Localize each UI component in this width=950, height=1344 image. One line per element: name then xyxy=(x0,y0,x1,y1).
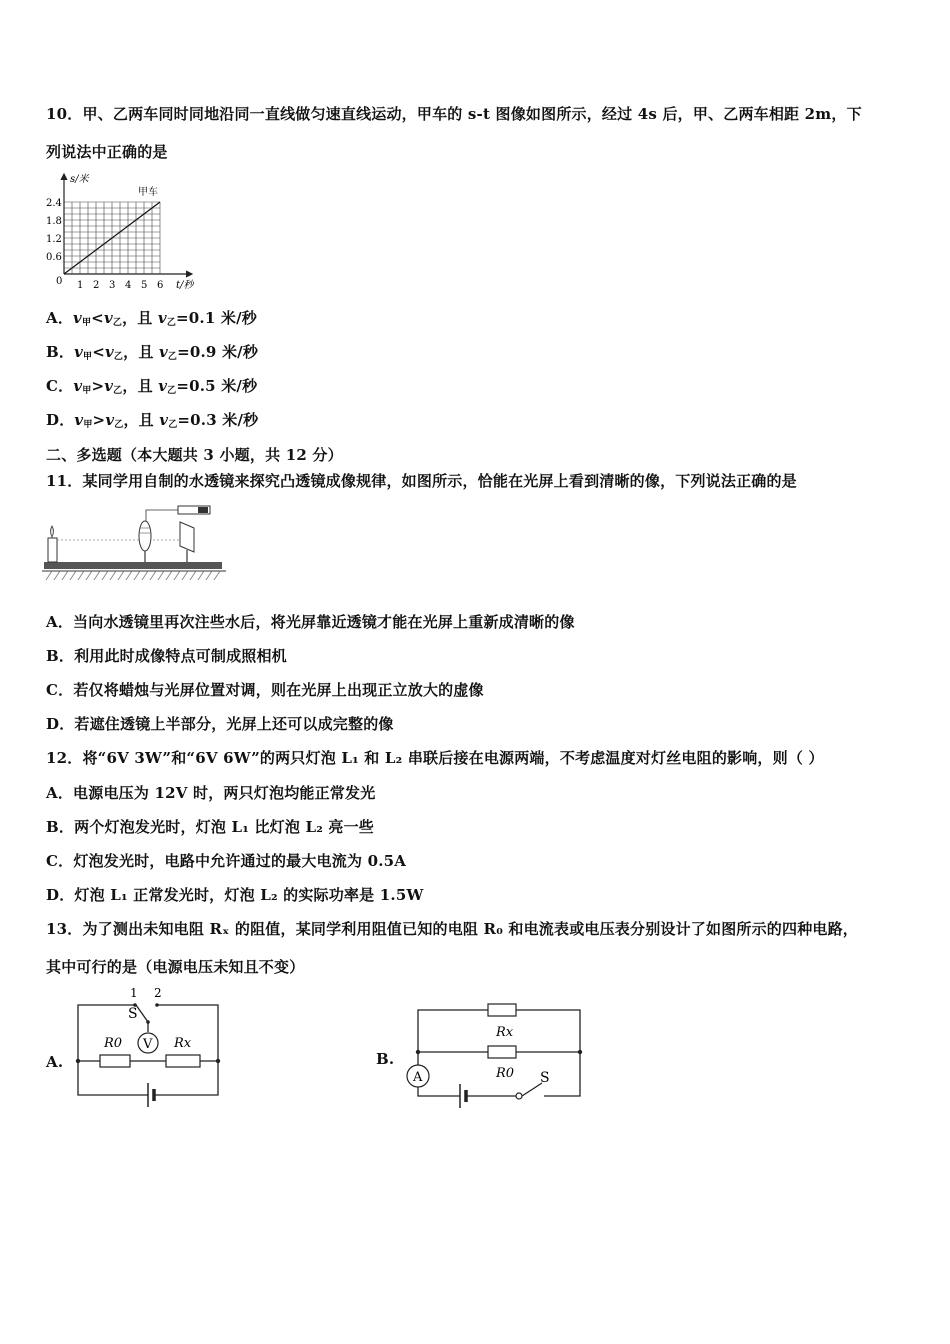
q10-option-a: A．$v_甲<v_乙$，且 $v_乙=0.1$ 米/秒 xyxy=(46,309,257,328)
y-axis-label: s/米 xyxy=(70,174,89,185)
q12-option-c: C．灯泡发光时，电路中允许通过的最大电流为 0.5A xyxy=(46,852,407,870)
q10-stem-line2: 列说法中正确的是 xyxy=(46,143,168,161)
series-label: 甲车 xyxy=(138,187,158,198)
svg-text:1: 1 xyxy=(130,986,138,1000)
svg-text:S: S xyxy=(128,1006,138,1022)
origin-label: 0 xyxy=(56,276,63,287)
resistor-rx xyxy=(166,1055,200,1067)
y-tick-label: 1.8 xyxy=(46,216,62,227)
circuit-a-option: A. xyxy=(46,1053,64,1071)
circuit-a xyxy=(70,985,230,1110)
switch-blade xyxy=(136,1005,148,1022)
y-tick-label: 0.6 xyxy=(46,252,62,263)
q13-stem-line1: 13．为了测出未知电阻 Rₓ 的阻值，某同学利用阻值已知的电阻 R₀ 和电流表或电压表分别设计了如图所示的四种电路， xyxy=(46,920,858,938)
x-tick-label: 4 xyxy=(125,280,132,291)
q10-option-c: C．$v_甲>v_乙$，且 $v_乙=0.5$ 米/秒 xyxy=(46,377,258,396)
candle xyxy=(48,526,57,562)
light-screen xyxy=(180,522,194,562)
q11-stem: 11．某同学用自制的水透镜来探究凸透镜成像规律，如图所示，恰能在光屏上看到清晰的像，下列说法正确的是 xyxy=(46,472,797,490)
svg-text:V: V xyxy=(143,1037,153,1052)
svg-text:R0: R0 xyxy=(104,1036,123,1051)
svg-text:Rx: Rx xyxy=(496,1025,514,1040)
x-axis-label: t/秒 xyxy=(176,280,194,291)
q11-option-d: D．若遮住透镜上半部分，光屏上还可以成完整的像 xyxy=(46,715,394,733)
q11-option-a: A．当向水透镜里再次注些水后，将光屏靠近透镜才能在光屏上重新成清晰的像 xyxy=(46,613,575,631)
st-graph xyxy=(40,170,200,291)
syringe xyxy=(146,506,210,521)
resistor-rx xyxy=(488,1004,516,1016)
circuit-b xyxy=(400,1000,590,1115)
svg-text:A: A xyxy=(413,1070,423,1085)
circuit-b-option: B. xyxy=(376,1050,395,1068)
optical-bench xyxy=(44,562,222,569)
lens-experiment-figure xyxy=(40,500,230,585)
water-lens xyxy=(139,521,151,562)
q12-option-d: D．灯泡 L₁ 正常发光时，灯泡 L₂ 的实际功率是 1.5W xyxy=(46,886,424,904)
q12-option-a: A．电源电压为 12V 时，两只灯泡均能正常发光 xyxy=(46,784,376,802)
q13-stem-line2: 其中可行的是（电源电压未知且不变） xyxy=(46,958,305,976)
q10-option-b: B．$v_甲<v_乙$，且 $v_乙=0.9$ 米/秒 xyxy=(46,343,259,362)
svg-text:Rx: Rx xyxy=(174,1036,192,1051)
q11-option-c: C．若仅将蜡烛与光屏位置对调，则在光屏上出现正立放大的虚像 xyxy=(46,681,484,699)
svg-text:S: S xyxy=(540,1070,550,1086)
switch-contact xyxy=(516,1093,522,1099)
q10-stem-line1: 10．甲、乙两车同时同地沿同一直线做匀速直线运动，甲车的 s-t 图像如图所示，经过 4s 后，甲、乙两车相距 2m，下 xyxy=(46,105,862,123)
q12-stem: 12．将“6V 3W”和“6V 6W”的两只灯泡 L₁ 和 L₂ 串联后接在电源两端，不考虑温度对灯丝电阻的影响，则（ ） xyxy=(46,749,824,767)
resistor-r0 xyxy=(100,1055,130,1067)
svg-text:R0: R0 xyxy=(496,1066,515,1081)
x-tick-label: 6 xyxy=(157,280,164,291)
x-tick-label: 3 xyxy=(109,280,116,291)
q11-option-b: B．利用此时成像特点可制成照相机 xyxy=(46,647,287,665)
svg-text:2: 2 xyxy=(154,986,162,1000)
q10-option-d: D．$v_甲>v_乙$，且 $v_乙=0.3$ 米/秒 xyxy=(46,411,259,430)
resistor-r0 xyxy=(488,1046,516,1058)
x-tick-label: 2 xyxy=(93,280,100,291)
section-heading: 二、多选题（本大题共 3 小题，共 12 分） xyxy=(46,446,343,464)
x-tick-label: 5 xyxy=(141,280,148,291)
ground-hatching xyxy=(46,571,220,580)
x-tick-label: 1 xyxy=(77,280,84,291)
y-tick-label: 1.2 xyxy=(46,234,62,245)
q12-option-b: B．两个灯泡发光时，灯泡 L₁ 比灯泡 L₂ 亮一些 xyxy=(46,818,375,836)
y-tick-label: 2.4 xyxy=(46,198,62,209)
